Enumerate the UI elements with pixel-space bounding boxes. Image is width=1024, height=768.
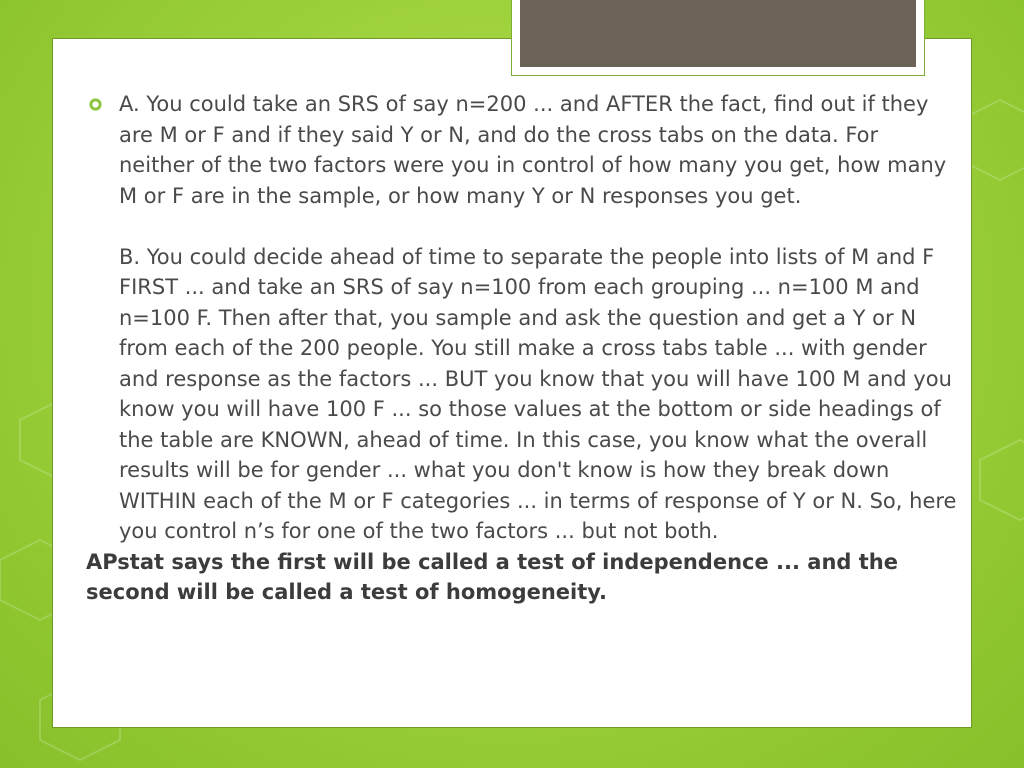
ring-bullet-icon bbox=[89, 98, 102, 111]
title-placeholder-box bbox=[520, 0, 916, 67]
paragraph-b: B. You could decide ahead of time to separate the people into lists of M and F FIRST ... and take an SRS of say n=100 from each grouping ... n=100 M and n=100 F. Then after that, you sample and ask the question and get a Y or N from each of the 200 people. You still make a cross tabs table ... with gender and response as the factors ... BUT you know that you will have 100 M and you know you will have 100 F ... so those values at the bottom or side headings of the table are KNOWN, ahead of time. In this case, you know what the overall results will be for gender ... what you don't know is how they break down WITHIN each of the M or F categories ... in terms of response of Y or N. So, here you control n’s for one of the two factors ... but not both. bbox=[119, 244, 957, 543]
paragraph-spacer bbox=[119, 211, 958, 242]
title-placeholder-frame bbox=[511, 0, 925, 76]
slide-body bbox=[86, 89, 958, 608]
bullet-item bbox=[86, 89, 958, 547]
conclusion-text: APstat says the first will be called a test of independence ... and the second will be called a test of homogeneity. bbox=[86, 549, 898, 604]
paragraph-a: A. You could take an SRS of say n=200 ... and AFTER the fact, find out if they are M or F and if they said Y or N, and do the cross tabs on the data. For neither of the two factors were you in control of how many you get, how many M or F are in the sample, or how many Y or N responses you get. bbox=[119, 92, 947, 208]
